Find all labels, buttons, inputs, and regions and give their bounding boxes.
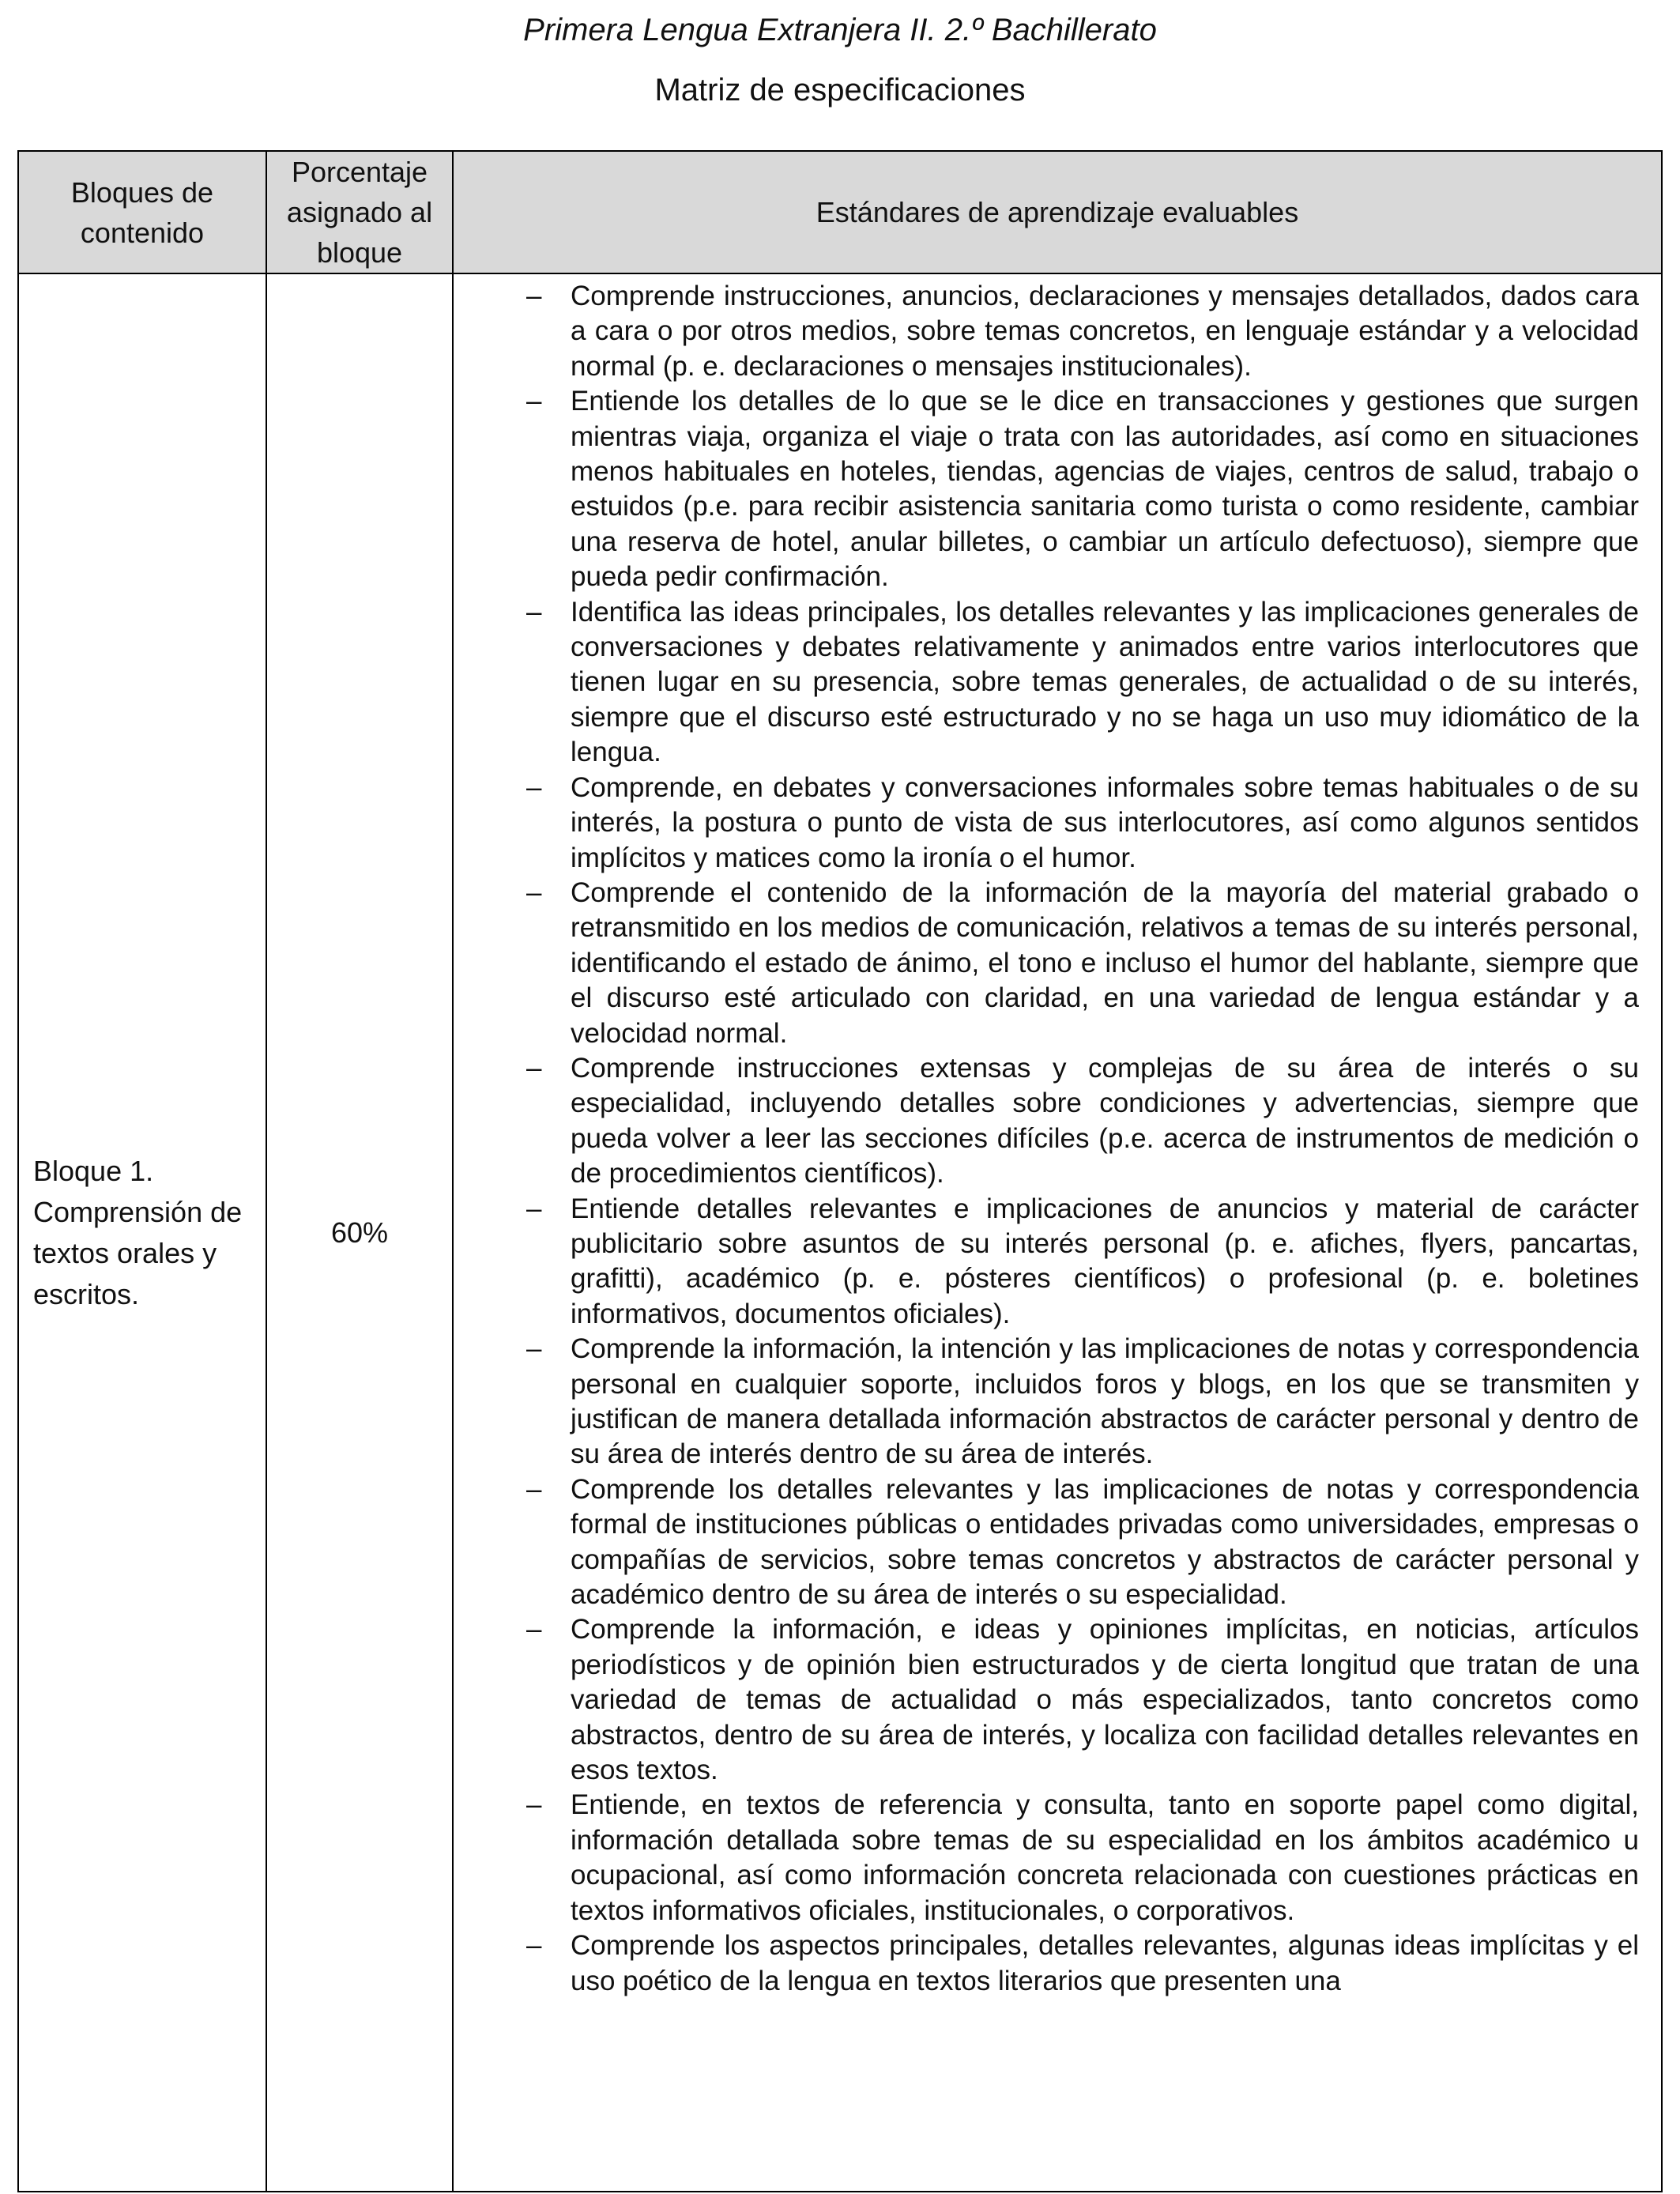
standard-item: – Comprende el contenido de la información de la mayoría del material grabado o retransmitido en los medios de comunicación, relativos a temas de su interés personal, identificando el estado de ánimo, el tono e incluso el humor del hablante, siempre que el discurso esté articulado con claridad, en una variedad de lengua estándar y a velocidad normal. bbox=[454, 876, 1639, 1051]
standard-item: – Entiende detalles relevantes e implicaciones de anuncios y material de carácter publicitario sobre asuntos de su interés personal (p. e. afiches, flyers, pancartas, grafitti), académico (p. e. pósteres científicos) o profesional (p. e. boletines informativos, documentos oficiales). bbox=[454, 1192, 1639, 1333]
standards-list bbox=[454, 279, 1639, 1999]
header-standards: Estándares de aprendizaje evaluables bbox=[453, 151, 1662, 273]
standard-item: – Comprende la información, e ideas y opiniones implícitas, en noticias, artículos periodísticos y de opinión bien estructurados y de cierta longitud que tratan de una variedad de temas de actualidad o más especializados, tanto concretos como abstractos, dentro de su área de interés, y localiza con facilidad detalles relevantes en esos textos. bbox=[454, 1612, 1639, 1788]
standard-item: – Comprende la información, la intención y las implicaciones de notas y correspondencia personal en cualquier soporte, incluidos foros y blogs, en los que se transmiten y justifican de manera detallada información abstractos de carácter personal y dentro de su área de interés dentro de su área de interés. bbox=[454, 1332, 1639, 1472]
header-blocks: Bloques de contenido bbox=[18, 151, 266, 273]
table-row bbox=[18, 273, 1662, 2192]
specifications-table bbox=[17, 150, 1663, 2192]
standard-item: – Identifica las ideas principales, los detalles relevantes y las implicaciones generales de conversaciones y debates relativamente y animados entre varios interlocutores que tienen lugar en su presencia, sobre temas generales, de actualidad o de su interés, siempre que el discurso esté estructurado y no se haga un uso muy idiomático de la lengua. bbox=[454, 595, 1639, 771]
block-name-cell: Bloque 1. Comprensión de textos orales y escritos. bbox=[18, 273, 266, 2192]
standard-item: – Comprende los aspectos principales, detalles relevantes, algunas ideas implícitas y el uso poético de la lengua en textos literarios que presenten una bbox=[454, 1928, 1639, 1999]
header-percentage: Porcentaje asignado al bloque bbox=[266, 151, 453, 273]
percentage-cell: 60% bbox=[266, 273, 453, 2192]
standards-cell bbox=[453, 273, 1662, 2192]
standard-item: – Comprende los detalles relevantes y las implicaciones de notas y correspondencia formal de instituciones públicas o entidades privadas como universidades, empresas o compañías de servicios, sobre temas concretos y abstractos de carácter personal y académico dentro de su área de interés o su especialidad. bbox=[454, 1472, 1639, 1613]
document-title: Primera Lengua Extranjera II. 2.º Bachillerato bbox=[523, 13, 1157, 47]
standard-item: – Comprende, en debates y conversaciones informales sobre temas habituales o de su interés, la postura o punto de vista de sus interlocutores, así como algunos sentidos implícitos y matices como la ironía o el humor. bbox=[454, 771, 1639, 876]
standard-item: – Entiende, en textos de referencia y consulta, tanto en soporte papel como digital, información detallada sobre temas de su especialidad en los ámbitos académico u ocupacional, así como información concreta relacionada con cuestiones prácticas en textos informativos oficiales, institucionales, o corporativos. bbox=[454, 1788, 1639, 1928]
standard-item: – Comprende instrucciones extensas y complejas de su área de interés o su especialidad, incluyendo detalles sobre condiciones y advertencias, siempre que pueda volver a leer las secciones difíciles (p.e. acerca de instrumentos de medición o de procedimientos científicos). bbox=[454, 1051, 1639, 1192]
standard-item: – Comprende instrucciones, anuncios, declaraciones y mensajes detallados, dados cara a cara o por otros medios, sobre temas concretos, en lenguaje estándar y a velocidad normal (p. e. declaraciones o mensajes institucionales). bbox=[454, 279, 1639, 384]
table-header-row bbox=[18, 151, 1662, 273]
document-subtitle: Matriz de especificaciones bbox=[654, 73, 1026, 107]
standard-item: – Entiende los detalles de lo que se le dice en transacciones y gestiones que surgen mientras viaja, organiza el viaje o trata con las autoridades, así como en situaciones menos habituales en hoteles, tiendas, agencias de viajes, centros de salud, trabajo o estuidos (p.e. para recibir asistencia sanitaria como turista o como residente, cambiar una reserva de hotel, anular billetes, o cambiar un artículo defectuoso), siempre que pueda pedir confirmación. bbox=[454, 384, 1639, 594]
